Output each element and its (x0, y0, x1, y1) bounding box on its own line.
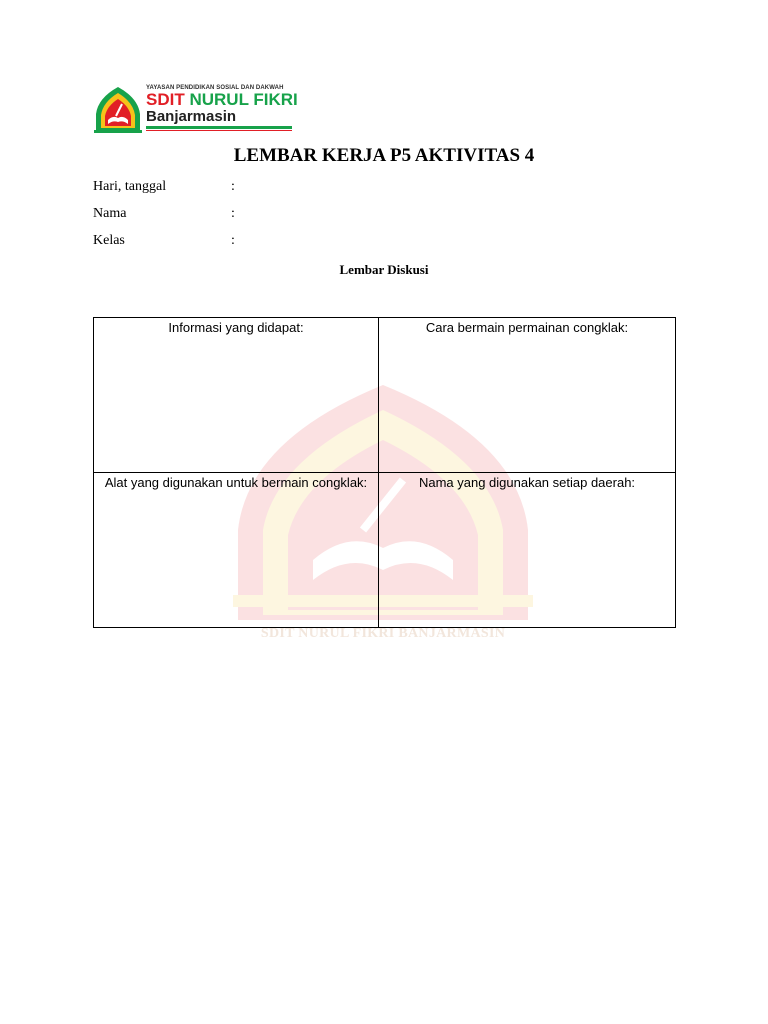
table-cell-regional-names[interactable]: Nama yang digunakan setiap daerah: (379, 473, 676, 628)
school-logo (92, 84, 298, 136)
foundation-name: YAYASAN PENDIDIKAN SOSIAL DAN DAKWAH (146, 85, 284, 91)
school-name (146, 91, 298, 109)
table-cell-information[interactable]: Informasi yang didapat: (94, 318, 379, 473)
logo-underline-red (146, 130, 292, 131)
field-label-class: Kelas (93, 233, 125, 248)
watermark-text: SDIT NURUL FIKRI BANJARMASIN (260, 626, 506, 641)
logo-underline-green (146, 126, 292, 129)
section-subtitle: Lembar Diskusi (339, 262, 429, 277)
school-city: Banjarmasin (146, 108, 237, 125)
mosque-emblem-icon (92, 84, 144, 136)
table-row (94, 473, 676, 628)
table-row (94, 318, 676, 473)
field-colon-class: : (231, 233, 235, 248)
field-colon-name: : (231, 206, 235, 221)
page-title: LEMBAR KERJA P5 AKTIVITAS 4 (233, 145, 535, 166)
table-cell-how-to-play[interactable]: Cara bermain permainan congklak: (379, 318, 676, 473)
field-label-name: Nama (93, 206, 127, 221)
field-label-date: Hari, tanggal (93, 179, 167, 194)
school-name-part1: SDIT (146, 90, 185, 109)
table-cell-tools[interactable]: Alat yang digunakan untuk bermain congklak: (94, 473, 379, 628)
field-colon-date: : (231, 179, 235, 194)
school-name-part2: NURUL FIKRI (189, 90, 298, 109)
discussion-table (93, 317, 676, 628)
